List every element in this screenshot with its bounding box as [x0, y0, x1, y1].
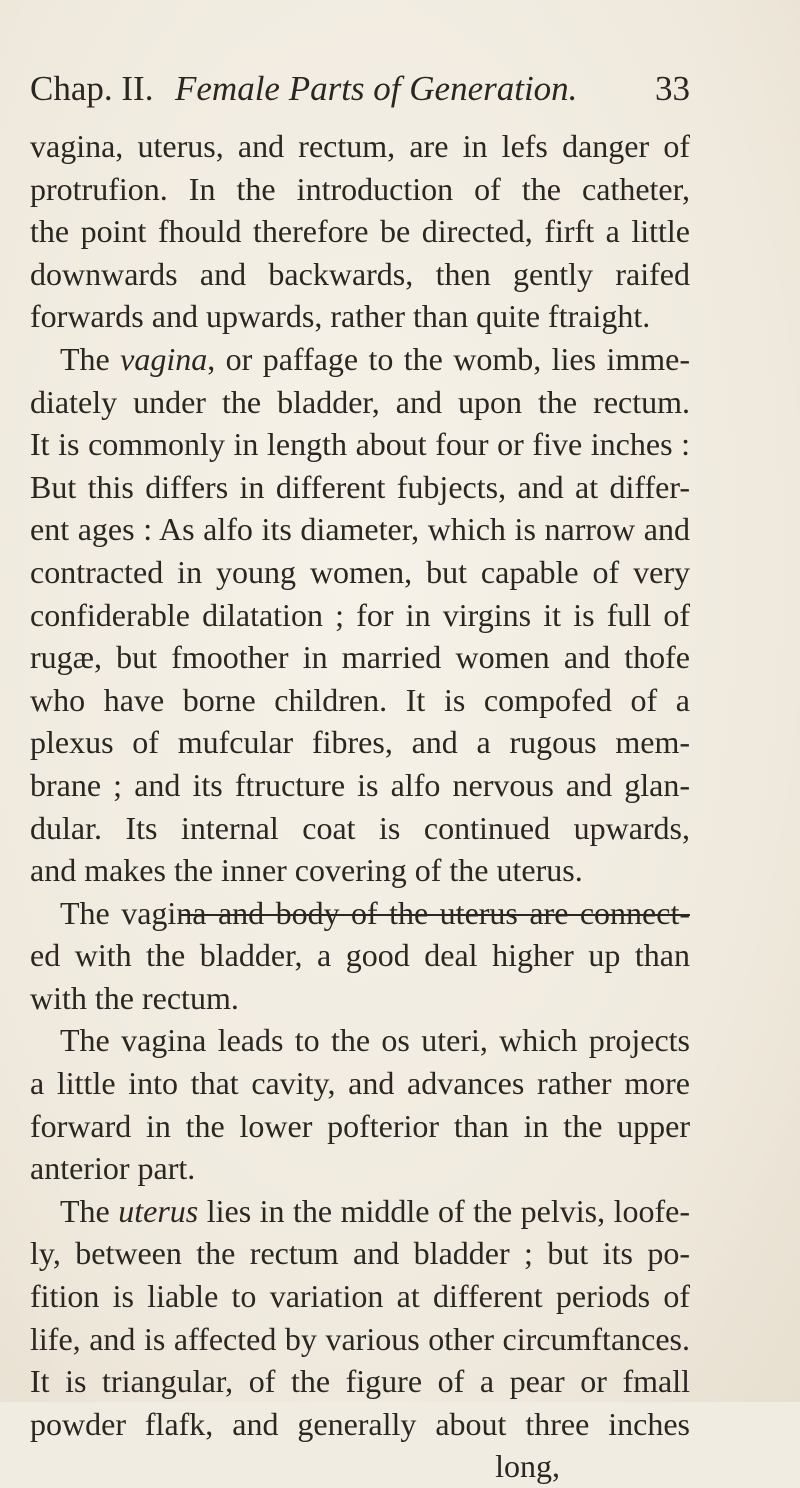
text-line-content: fition is liable to variation at different periods of: [30, 1278, 690, 1315]
text-line: [30, 168, 690, 211]
text-line: [30, 295, 690, 338]
text-line-content: who have borne children. It is compofed of a: [30, 681, 690, 718]
text-line: [30, 1232, 690, 1275]
text-line: [30, 253, 690, 296]
text-line: [30, 594, 690, 637]
text-line-content: ent ages : As alfo its diameter, which is narrow and: [30, 511, 690, 548]
text-line-content: confiderable dilatation ; for in virgins it is full of: [30, 596, 690, 633]
text-line-content: anterior part.: [30, 1150, 196, 1187]
text-line-content: rugæ, but fmoother in married women and thofe: [30, 639, 690, 676]
text-line-content: ed with the bladder, a good deal higher up than: [30, 937, 690, 974]
text-line-content: forwards and upwards, rather than quite ftraight.: [30, 298, 651, 335]
text-line: [30, 721, 690, 764]
text-line: [30, 977, 690, 1020]
text-line: [30, 1062, 690, 1105]
text-line: [30, 1318, 690, 1361]
text-line-content: plexus of mufcular fibres, and a rugous mem-: [30, 724, 690, 761]
text-line-content: dular. Its internal coat is continued upwards,: [30, 809, 690, 846]
text-line-content: , or paffage to the womb, lies imme-: [207, 340, 690, 377]
text-line-content: lies in the middle of the pelvis, loofe-: [198, 1192, 690, 1229]
text-line: [30, 1445, 690, 1488]
text-line: [30, 125, 690, 168]
running-title: Female Parts of Generation.: [175, 69, 578, 108]
text-line-content: powder flafk, and generally about three inches: [30, 1405, 690, 1442]
text-line: [30, 892, 690, 935]
italic-term: vagina: [120, 340, 208, 377]
text-line: [30, 210, 690, 253]
text-line-content: But this differs in different fubjects, and at differ-: [30, 468, 690, 505]
text-line-content: brane ; and its ftructure is alfo nervous and glan-: [30, 766, 690, 803]
text-line-content: downwards and backwards, then gently raifed: [30, 255, 690, 292]
text-line-content: The vagina and body of the uterus are connect-: [60, 894, 690, 931]
text-line-lead: The: [60, 1192, 119, 1229]
text-line: [30, 636, 690, 679]
text-line-content: contracted in young women, but capable of very: [30, 553, 690, 590]
text-line-content: It is triangular, of the figure of a pear or fmall: [30, 1363, 690, 1400]
body-text: [30, 125, 690, 1488]
text-line-content: vagina, uterus, and rectum, are in lefs danger of: [30, 128, 690, 164]
text-line-content: forward in the lower pofterior than in the upper: [30, 1107, 690, 1144]
text-line-content: long,: [495, 1448, 560, 1485]
text-line: [30, 1190, 690, 1233]
text-line-content: diately under the bladder, and upon the rectum.: [30, 383, 690, 420]
italic-term: uterus: [118, 1192, 199, 1229]
text-line-lead: The: [60, 340, 121, 377]
text-line: [30, 849, 690, 892]
text-line-content: protrufion. In the introduction of the catheter,: [30, 170, 690, 207]
text-line-content: It is commonly in length about four or five inches :: [30, 426, 690, 463]
text-line: [30, 466, 690, 509]
text-line-content: The vagina leads to the os uteri, which projects: [60, 1022, 690, 1059]
text-line: [30, 551, 690, 594]
text-line: [30, 807, 690, 850]
text-line-content: life, and is affected by various other circumftances.: [30, 1320, 690, 1357]
text-line: [30, 679, 690, 722]
text-line: [30, 1147, 690, 1190]
running-header: [30, 64, 690, 114]
text-line-content: a little into that cavity, and advances rather more: [30, 1065, 690, 1102]
text-line: [30, 338, 690, 381]
text-line: [30, 934, 690, 977]
text-line: [30, 381, 690, 424]
text-line: [30, 1019, 690, 1062]
text-line: [30, 1403, 690, 1446]
text-line-content: ly, between the rectum and bladder ; but its po-: [30, 1235, 690, 1272]
page-number: 33: [655, 69, 690, 108]
text-line: [30, 1105, 690, 1148]
text-line: [30, 423, 690, 466]
text-line: [30, 1275, 690, 1318]
chapter-label: Chap. II.: [30, 69, 154, 108]
text-line: [30, 508, 690, 551]
text-line: [30, 1360, 690, 1403]
text-line-content: with the rectum.: [30, 979, 239, 1016]
text-line-content: the point fhould therefore be directed, firft a little: [30, 213, 690, 250]
text-line: [30, 764, 690, 807]
text-line-content: and makes the inner covering of the uterus.: [30, 852, 583, 889]
